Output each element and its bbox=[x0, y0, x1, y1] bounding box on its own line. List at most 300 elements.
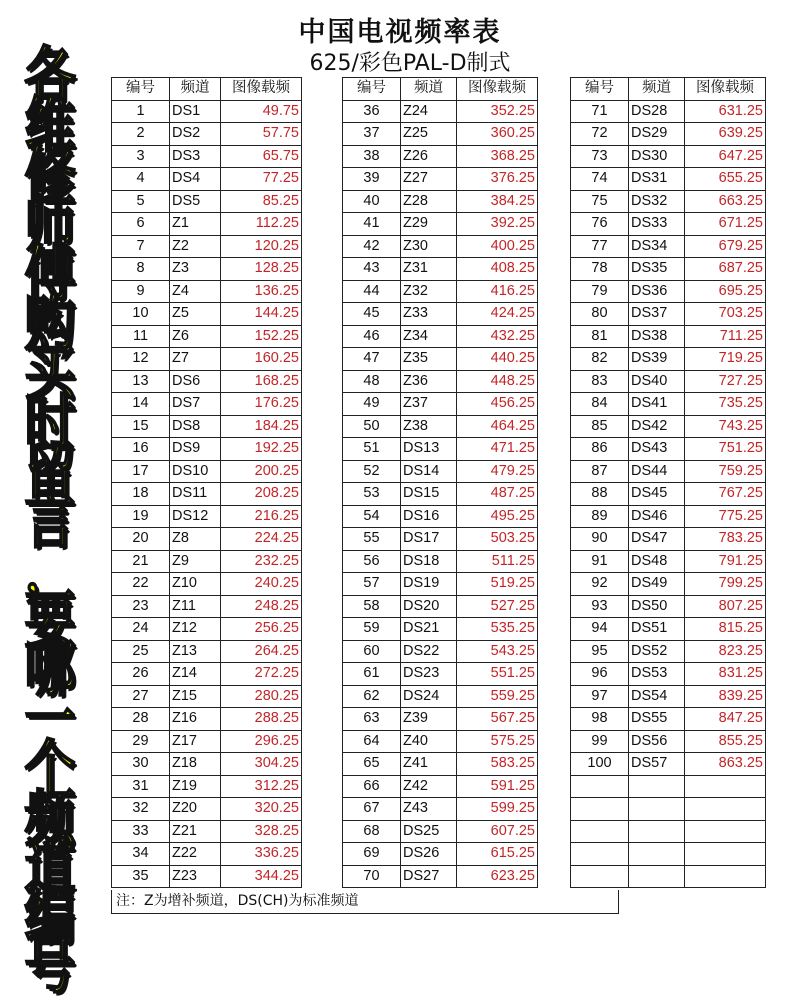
channel-name: DS3 bbox=[170, 145, 221, 168]
channel-name: DS8 bbox=[170, 415, 221, 438]
table-row bbox=[343, 573, 538, 596]
table-row bbox=[343, 730, 538, 753]
table-row bbox=[112, 123, 302, 146]
channel-name: Z11 bbox=[170, 595, 221, 618]
table-row bbox=[343, 843, 538, 866]
channel-number: 24 bbox=[112, 618, 170, 641]
empty-cell bbox=[571, 798, 629, 821]
image-carrier-freq: 144.25 bbox=[221, 303, 302, 326]
empty-cell bbox=[629, 843, 685, 866]
channel-name: Z21 bbox=[170, 820, 221, 843]
banner-char: 师 bbox=[24, 189, 76, 260]
channel-number: 84 bbox=[571, 393, 629, 416]
image-carrier-freq: 535.25 bbox=[457, 618, 538, 641]
channel-number: 39 bbox=[343, 168, 401, 191]
table-row bbox=[112, 505, 302, 528]
image-carrier-freq: 368.25 bbox=[457, 145, 538, 168]
channel-name: DS21 bbox=[401, 618, 457, 641]
image-carrier-freq: 408.25 bbox=[457, 258, 538, 281]
channel-name: Z15 bbox=[170, 685, 221, 708]
table-row bbox=[571, 100, 766, 123]
table-row bbox=[343, 303, 538, 326]
table-row bbox=[343, 618, 538, 641]
channel-number: 56 bbox=[343, 550, 401, 573]
table-row bbox=[571, 415, 766, 438]
channel-name: DS22 bbox=[401, 640, 457, 663]
channel-number: 8 bbox=[112, 258, 170, 281]
channel-name: Z42 bbox=[401, 775, 457, 798]
image-carrier-freq: 288.25 bbox=[221, 708, 302, 731]
channel-number: 59 bbox=[343, 618, 401, 641]
channel-name: Z30 bbox=[401, 235, 457, 258]
channel-name: Z23 bbox=[170, 865, 221, 888]
table-row bbox=[112, 775, 302, 798]
table-row bbox=[343, 820, 538, 843]
image-carrier-freq: 559.25 bbox=[457, 685, 538, 708]
table-row bbox=[571, 370, 766, 393]
table-row bbox=[112, 753, 302, 776]
image-carrier-freq: 192.25 bbox=[221, 438, 302, 461]
channel-name: Z18 bbox=[170, 753, 221, 776]
channel-name: DS4 bbox=[170, 168, 221, 191]
channel-number: 91 bbox=[571, 550, 629, 573]
empty-cell bbox=[685, 843, 766, 866]
empty-cell bbox=[629, 865, 685, 888]
channel-name: Z22 bbox=[170, 843, 221, 866]
table-row bbox=[571, 213, 766, 236]
banner-char: 时 bbox=[24, 387, 76, 458]
channel-name: DS57 bbox=[629, 753, 685, 776]
table-row bbox=[571, 820, 766, 843]
table-row bbox=[343, 213, 538, 236]
table-row bbox=[343, 100, 538, 123]
channel-number: 61 bbox=[343, 663, 401, 686]
channel-number: 69 bbox=[343, 843, 401, 866]
table-row bbox=[571, 460, 766, 483]
image-carrier-freq: 296.25 bbox=[221, 730, 302, 753]
channel-name: DS37 bbox=[629, 303, 685, 326]
table-row bbox=[571, 685, 766, 708]
image-carrier-freq: 487.25 bbox=[457, 483, 538, 506]
table-row bbox=[571, 798, 766, 821]
image-carrier-freq: 456.25 bbox=[457, 393, 538, 416]
channel-name: Z34 bbox=[401, 325, 457, 348]
banner-char: 买 bbox=[24, 338, 76, 408]
channel-number: 82 bbox=[571, 348, 629, 371]
channel-number: 57 bbox=[343, 573, 401, 596]
header-freq: 图像载频 bbox=[221, 78, 302, 101]
channel-number: 79 bbox=[571, 280, 629, 303]
image-carrier-freq: 256.25 bbox=[221, 618, 302, 641]
channel-number: 66 bbox=[343, 775, 401, 798]
image-carrier-freq: 479.25 bbox=[457, 460, 538, 483]
channel-number: 42 bbox=[343, 235, 401, 258]
channel-number: 18 bbox=[112, 483, 170, 506]
empty-cell bbox=[571, 843, 629, 866]
channel-name: Z40 bbox=[401, 730, 457, 753]
channel-number: 98 bbox=[571, 708, 629, 731]
table-row bbox=[112, 213, 302, 236]
channel-name: Z5 bbox=[170, 303, 221, 326]
banner-char: 一 bbox=[24, 684, 76, 755]
image-carrier-freq: 751.25 bbox=[685, 438, 766, 461]
channel-name: DS28 bbox=[629, 100, 685, 123]
channel-number: 10 bbox=[112, 303, 170, 326]
header-channel: 频道 bbox=[170, 78, 221, 101]
table-row bbox=[343, 168, 538, 191]
image-carrier-freq: 551.25 bbox=[457, 663, 538, 686]
table-row bbox=[343, 798, 538, 821]
channel-number: 5 bbox=[112, 190, 170, 213]
image-carrier-freq: 216.25 bbox=[221, 505, 302, 528]
table-row bbox=[343, 438, 538, 461]
image-carrier-freq: 168.25 bbox=[221, 370, 302, 393]
channel-number: 100 bbox=[571, 753, 629, 776]
channel-number: 87 bbox=[571, 460, 629, 483]
channel-number: 48 bbox=[343, 370, 401, 393]
channel-number: 75 bbox=[571, 190, 629, 213]
channel-name: Z7 bbox=[170, 348, 221, 371]
image-carrier-freq: 65.75 bbox=[221, 145, 302, 168]
table-row bbox=[112, 843, 302, 866]
table-row bbox=[571, 348, 766, 371]
table-row bbox=[571, 843, 766, 866]
table-row bbox=[112, 190, 302, 213]
channel-name: DS9 bbox=[170, 438, 221, 461]
channel-name: DS23 bbox=[401, 663, 457, 686]
image-carrier-freq: 799.25 bbox=[685, 573, 766, 596]
channel-name: DS36 bbox=[629, 280, 685, 303]
banner-char: 购 bbox=[24, 288, 76, 359]
table-row bbox=[571, 145, 766, 168]
image-carrier-freq: 495.25 bbox=[457, 505, 538, 528]
channel-number: 90 bbox=[571, 528, 629, 551]
image-carrier-freq: 519.25 bbox=[457, 573, 538, 596]
channel-name: Z16 bbox=[170, 708, 221, 731]
image-carrier-freq: 471.25 bbox=[457, 438, 538, 461]
page-title: 中国电视频率表 bbox=[298, 17, 502, 48]
channel-number: 6 bbox=[112, 213, 170, 236]
channel-name: Z3 bbox=[170, 258, 221, 281]
channel-name: Z36 bbox=[401, 370, 457, 393]
image-carrier-freq: 392.25 bbox=[457, 213, 538, 236]
table-row bbox=[571, 123, 766, 146]
header-channel: 频道 bbox=[629, 78, 685, 101]
channel-name: Z35 bbox=[401, 348, 457, 371]
table-header-row bbox=[112, 78, 302, 101]
channel-name: DS42 bbox=[629, 415, 685, 438]
image-carrier-freq: 448.25 bbox=[457, 370, 538, 393]
channel-name: Z12 bbox=[170, 618, 221, 641]
table-row bbox=[112, 325, 302, 348]
frequency-table-1 bbox=[111, 77, 302, 888]
banner-char: 维 bbox=[24, 90, 76, 161]
image-carrier-freq: 591.25 bbox=[457, 775, 538, 798]
channel-name: Z41 bbox=[401, 753, 457, 776]
table-row bbox=[571, 595, 766, 618]
banner-char: 编 bbox=[24, 882, 76, 953]
table-row bbox=[343, 415, 538, 438]
image-carrier-freq: 575.25 bbox=[457, 730, 538, 753]
channel-name: DS20 bbox=[401, 595, 457, 618]
image-carrier-freq: 416.25 bbox=[457, 280, 538, 303]
table-row bbox=[571, 483, 766, 506]
image-carrier-freq: 136.25 bbox=[221, 280, 302, 303]
table-row bbox=[112, 280, 302, 303]
banner-char: 修 bbox=[24, 140, 76, 210]
channel-number: 46 bbox=[343, 325, 401, 348]
table-row bbox=[112, 865, 302, 888]
image-carrier-freq: 815.25 bbox=[685, 618, 766, 641]
channel-number: 71 bbox=[571, 100, 629, 123]
image-carrier-freq: 711.25 bbox=[685, 325, 766, 348]
image-carrier-freq: 855.25 bbox=[685, 730, 766, 753]
image-carrier-freq: 85.25 bbox=[221, 190, 302, 213]
image-carrier-freq: 400.25 bbox=[457, 235, 538, 258]
channel-number: 95 bbox=[571, 640, 629, 663]
channel-name: Z13 bbox=[170, 640, 221, 663]
channel-name: Z43 bbox=[401, 798, 457, 821]
channel-name: DS14 bbox=[401, 460, 457, 483]
table-row bbox=[571, 663, 766, 686]
channel-name: DS2 bbox=[170, 123, 221, 146]
table-row bbox=[343, 528, 538, 551]
image-carrier-freq: 360.25 bbox=[457, 123, 538, 146]
image-carrier-freq: 272.25 bbox=[221, 663, 302, 686]
channel-name: Z2 bbox=[170, 235, 221, 258]
channel-number: 26 bbox=[112, 663, 170, 686]
image-carrier-freq: 807.25 bbox=[685, 595, 766, 618]
channel-name: Z28 bbox=[401, 190, 457, 213]
channel-name: DS12 bbox=[170, 505, 221, 528]
table-row bbox=[112, 438, 302, 461]
channel-number: 2 bbox=[112, 123, 170, 146]
channel-name: Z29 bbox=[401, 213, 457, 236]
table-row bbox=[571, 393, 766, 416]
table-row bbox=[343, 640, 538, 663]
channel-number: 88 bbox=[571, 483, 629, 506]
channel-name: DS54 bbox=[629, 685, 685, 708]
channel-name: DS33 bbox=[629, 213, 685, 236]
channel-name: DS26 bbox=[401, 843, 457, 866]
table-row bbox=[112, 415, 302, 438]
image-carrier-freq: 352.25 bbox=[457, 100, 538, 123]
channel-name: Z32 bbox=[401, 280, 457, 303]
channel-number: 52 bbox=[343, 460, 401, 483]
image-carrier-freq: 184.25 bbox=[221, 415, 302, 438]
channel-number: 15 bbox=[112, 415, 170, 438]
channel-number: 4 bbox=[112, 168, 170, 191]
channel-name: DS1 bbox=[170, 100, 221, 123]
table-row bbox=[343, 865, 538, 888]
table-row bbox=[571, 303, 766, 326]
channel-name: Z19 bbox=[170, 775, 221, 798]
channel-name: Z24 bbox=[401, 100, 457, 123]
image-carrier-freq: 831.25 bbox=[685, 663, 766, 686]
channel-number: 28 bbox=[112, 708, 170, 731]
channel-number: 19 bbox=[112, 505, 170, 528]
channel-name: DS19 bbox=[401, 573, 457, 596]
channel-name: DS13 bbox=[401, 438, 457, 461]
image-carrier-freq: 743.25 bbox=[685, 415, 766, 438]
image-carrier-freq: 719.25 bbox=[685, 348, 766, 371]
table-row bbox=[112, 145, 302, 168]
channel-number: 70 bbox=[343, 865, 401, 888]
channel-number: 65 bbox=[343, 753, 401, 776]
channel-name: DS50 bbox=[629, 595, 685, 618]
image-carrier-freq: 847.25 bbox=[685, 708, 766, 731]
channel-number: 83 bbox=[571, 370, 629, 393]
channel-name: DS10 bbox=[170, 460, 221, 483]
image-carrier-freq: 176.25 bbox=[221, 393, 302, 416]
channel-number: 30 bbox=[112, 753, 170, 776]
banner-char: 道 bbox=[24, 833, 76, 903]
channel-number: 78 bbox=[571, 258, 629, 281]
channel-name: DS41 bbox=[629, 393, 685, 416]
channel-number: 55 bbox=[343, 528, 401, 551]
image-carrier-freq: 424.25 bbox=[457, 303, 538, 326]
channel-name: DS18 bbox=[401, 550, 457, 573]
channel-number: 50 bbox=[343, 415, 401, 438]
channel-number: 53 bbox=[343, 483, 401, 506]
channel-name: DS16 bbox=[401, 505, 457, 528]
image-carrier-freq: 128.25 bbox=[221, 258, 302, 281]
table-row bbox=[571, 258, 766, 281]
table-row bbox=[112, 640, 302, 663]
channel-number: 11 bbox=[112, 325, 170, 348]
channel-number: 36 bbox=[343, 100, 401, 123]
channel-number: 94 bbox=[571, 618, 629, 641]
table-row bbox=[343, 685, 538, 708]
table-row bbox=[112, 348, 302, 371]
empty-cell bbox=[685, 865, 766, 888]
image-carrier-freq: 432.25 bbox=[457, 325, 538, 348]
header-freq: 图像载频 bbox=[457, 78, 538, 101]
channel-number: 32 bbox=[112, 798, 170, 821]
image-carrier-freq: 583.25 bbox=[457, 753, 538, 776]
side-banner bbox=[2, 41, 98, 1002]
empty-cell bbox=[685, 775, 766, 798]
channel-name: DS7 bbox=[170, 393, 221, 416]
channel-number: 16 bbox=[112, 438, 170, 461]
channel-number: 74 bbox=[571, 168, 629, 191]
table-row bbox=[343, 145, 538, 168]
table-row bbox=[571, 573, 766, 596]
image-carrier-freq: 248.25 bbox=[221, 595, 302, 618]
table-row bbox=[571, 438, 766, 461]
empty-cell bbox=[629, 798, 685, 821]
channel-number: 81 bbox=[571, 325, 629, 348]
banner-char: 号 bbox=[24, 932, 76, 1002]
banner-char: ， bbox=[24, 536, 76, 606]
channel-name: DS40 bbox=[629, 370, 685, 393]
channel-number: 93 bbox=[571, 595, 629, 618]
channel-number: 34 bbox=[112, 843, 170, 866]
image-carrier-freq: 120.25 bbox=[221, 235, 302, 258]
channel-name: Z9 bbox=[170, 550, 221, 573]
table-row bbox=[112, 528, 302, 551]
image-carrier-freq: 679.25 bbox=[685, 235, 766, 258]
channel-name: DS52 bbox=[629, 640, 685, 663]
table-row bbox=[112, 258, 302, 281]
table-header-row bbox=[343, 78, 538, 101]
channel-number: 97 bbox=[571, 685, 629, 708]
table-row bbox=[571, 753, 766, 776]
table-row bbox=[343, 123, 538, 146]
channel-name: DS15 bbox=[401, 483, 457, 506]
banner-char: 傅 bbox=[24, 239, 76, 309]
image-carrier-freq: 607.25 bbox=[457, 820, 538, 843]
empty-cell bbox=[685, 798, 766, 821]
image-carrier-freq: 687.25 bbox=[685, 258, 766, 281]
channel-name: DS17 bbox=[401, 528, 457, 551]
channel-name: DS11 bbox=[170, 483, 221, 506]
channel-name: Z10 bbox=[170, 573, 221, 596]
table-row bbox=[343, 775, 538, 798]
channel-number: 31 bbox=[112, 775, 170, 798]
channel-name: DS49 bbox=[629, 573, 685, 596]
channel-name: Z17 bbox=[170, 730, 221, 753]
empty-cell bbox=[571, 820, 629, 843]
image-carrier-freq: 200.25 bbox=[221, 460, 302, 483]
channel-name: Z6 bbox=[170, 325, 221, 348]
footnote: 注：Z为增补频道，DS(CH)为标准频道 bbox=[111, 890, 619, 914]
channel-name: Z33 bbox=[401, 303, 457, 326]
channel-number: 29 bbox=[112, 730, 170, 753]
table-row bbox=[343, 325, 538, 348]
channel-name: Z26 bbox=[401, 145, 457, 168]
channel-name: DS45 bbox=[629, 483, 685, 506]
channel-name: DS56 bbox=[629, 730, 685, 753]
channel-number: 80 bbox=[571, 303, 629, 326]
channel-name: DS48 bbox=[629, 550, 685, 573]
channel-number: 3 bbox=[112, 145, 170, 168]
channel-name: DS39 bbox=[629, 348, 685, 371]
channel-name: Z27 bbox=[401, 168, 457, 191]
channel-number: 37 bbox=[343, 123, 401, 146]
image-carrier-freq: 112.25 bbox=[221, 213, 302, 236]
table-row bbox=[571, 708, 766, 731]
table-row bbox=[343, 460, 538, 483]
channel-number: 43 bbox=[343, 258, 401, 281]
banner-char: 留 bbox=[24, 437, 76, 507]
channel-number: 27 bbox=[112, 685, 170, 708]
empty-cell bbox=[685, 820, 766, 843]
channel-number: 68 bbox=[343, 820, 401, 843]
image-carrier-freq: 663.25 bbox=[685, 190, 766, 213]
empty-cell bbox=[629, 775, 685, 798]
table-row bbox=[112, 483, 302, 506]
channel-number: 9 bbox=[112, 280, 170, 303]
table-row bbox=[112, 573, 302, 596]
image-carrier-freq: 543.25 bbox=[457, 640, 538, 663]
channel-name: Z1 bbox=[170, 213, 221, 236]
empty-cell bbox=[571, 865, 629, 888]
table-row bbox=[571, 730, 766, 753]
table-row bbox=[343, 258, 538, 281]
table-row bbox=[343, 348, 538, 371]
table-row bbox=[112, 730, 302, 753]
image-carrier-freq: 735.25 bbox=[685, 393, 766, 416]
image-carrier-freq: 464.25 bbox=[457, 415, 538, 438]
table-row bbox=[112, 685, 302, 708]
channel-name: DS31 bbox=[629, 168, 685, 191]
table-row bbox=[571, 325, 766, 348]
image-carrier-freq: 57.75 bbox=[221, 123, 302, 146]
table-row bbox=[571, 775, 766, 798]
banner-char: 各 bbox=[24, 41, 76, 111]
channel-number: 45 bbox=[343, 303, 401, 326]
